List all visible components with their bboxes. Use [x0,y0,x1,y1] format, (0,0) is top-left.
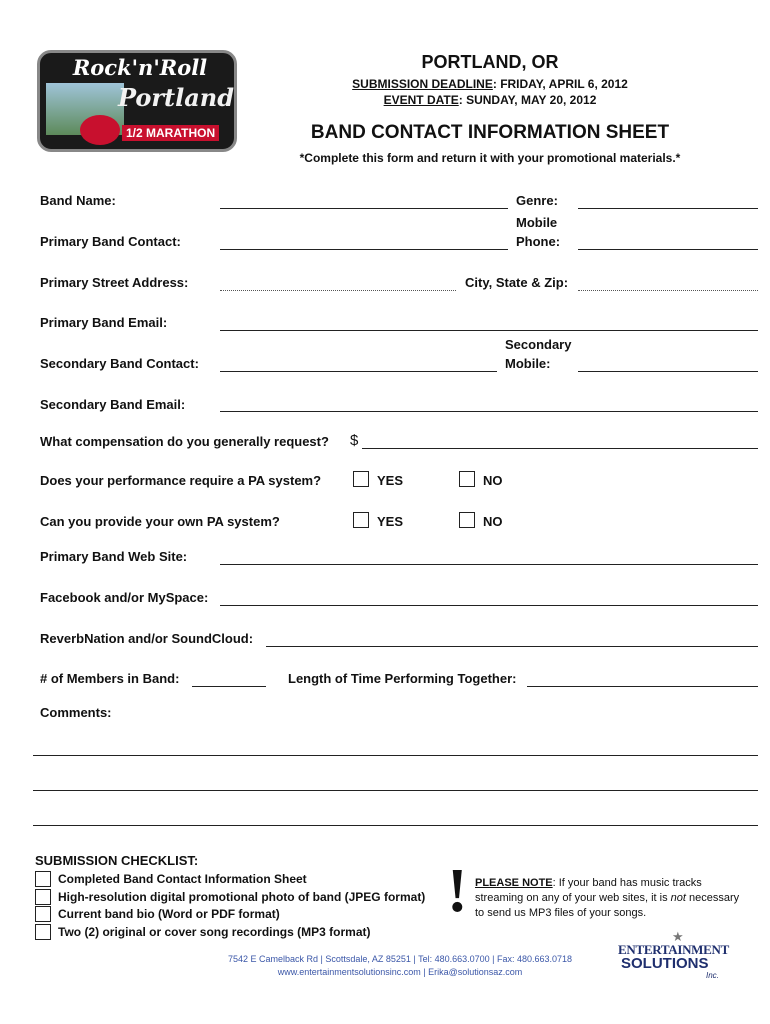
compensation-field[interactable] [362,448,758,449]
deadline-value: : FRIDAY, APRIL 6, 2012 [492,77,628,91]
checklist-title: SUBMISSION CHECKLIST: [35,853,199,868]
pa-own-no-checkbox[interactable] [459,512,475,528]
primary-email-field[interactable] [220,330,758,331]
logo-solutions-text: SOLUTIONS [621,955,709,972]
please-note [475,876,745,921]
pa-own-label: Can you provide your own PA system? [40,514,280,529]
band-name-field[interactable] [220,208,508,209]
checklist-item: Two (2) original or cover song recordings (MP3 format) [58,925,371,939]
city-state-zip-label: City, State & Zip: [465,275,569,290]
deadline-label: SUBMISSION DEADLINE [352,77,493,91]
footer-contact: www.entertainmentsolutionsinc.com | Erika@solutionsaz.com [277,967,523,977]
facebook-label: Facebook and/or MySpace: [40,590,209,605]
length-field[interactable] [527,686,758,687]
website-field[interactable] [220,564,758,565]
checklist-item: Completed Band Contact Information Sheet [58,872,307,886]
entertainment-solutions-logo [618,929,729,983]
members-field[interactable] [192,686,266,687]
event-value: : SUNDAY, MAY 20, 2012 [458,93,597,107]
members-label: # of Members in Band: [40,671,180,686]
band-name-label: Band Name: [40,193,116,208]
event-label: EVENT DATE [383,93,459,107]
secondary-mobile-field[interactable] [578,371,758,372]
please-note-text-2: necessary to send us MP3 files of your songs. [475,892,740,919]
footer-address: 7542 E Camelback Rd | Scottsdale, AZ 85251 | Tel: 480.663.0700 | Fax: 480.663.0718 [227,954,573,964]
exclamation-icon: ! [447,857,468,925]
star-icon: ★ [672,929,684,944]
secondary-contact-label: Secondary Band Contact: [40,356,199,371]
logo-portland-text: Portland [118,83,235,112]
event-date [300,93,680,107]
comments-line-1[interactable] [33,755,758,756]
primary-email-label: Primary Band Email: [40,315,168,330]
please-note-text-1: : If your band has music tracks streaming on any of your web sites, it is [475,877,702,904]
checklist-checkbox[interactable] [35,889,51,905]
checklist-item: High-resolution digital promotional photo of band (JPEG format) [58,890,426,904]
please-note-label: PLEASE NOTE [475,877,553,889]
mobile-phone-label-1: Mobile [516,215,558,230]
pa-require-no-label: NO [483,473,503,488]
pa-own-yes-checkbox[interactable] [353,512,369,528]
mobile-phone-label-2: Phone: [516,234,561,249]
checklist-item: Current band bio (Word or PDF format) [58,907,280,921]
dollar-sign: $ [350,432,359,449]
form-title: BAND CONTACT INFORMATION SHEET [310,122,670,143]
pa-own-yes-label: YES [377,514,404,529]
secondary-mobile-label-2: Mobile: [505,356,551,371]
submission-deadline [300,77,680,91]
checklist-checkbox[interactable] [35,871,51,887]
logo-marathon-text: 1/2 MARATHON [122,125,219,141]
comments-line-2[interactable] [33,790,758,791]
logo-inc-text: Inc. [706,971,719,980]
mobile-phone-field[interactable] [578,249,758,250]
comments-line-3[interactable] [33,825,758,826]
rocknroll-logo [37,50,237,152]
facebook-field[interactable] [220,605,758,606]
secondary-email-label: Secondary Band Email: [40,397,186,412]
compensation-label: What compensation do you generally request? [40,434,329,449]
please-note-emphasis: not [670,892,686,904]
website-label: Primary Band Web Site: [40,549,188,564]
city-state-zip-field[interactable] [578,290,758,291]
comments-label: Comments: [40,705,112,720]
pa-require-yes-label: YES [377,473,404,488]
pa-require-yes-checkbox[interactable] [353,471,369,487]
length-label: Length of Time Performing Together: [288,671,517,686]
genre-field[interactable] [578,208,758,209]
reverbnation-field[interactable] [266,646,758,647]
secondary-contact-field[interactable] [220,371,497,372]
secondary-email-field[interactable] [220,411,758,412]
pa-require-label: Does your performance require a PA system? [40,473,322,488]
page-city: PORTLAND, OR [421,52,559,72]
reverbnation-label: ReverbNation and/or SoundCloud: [40,631,254,646]
genre-label: Genre: [516,193,558,208]
street-address-label: Primary Street Address: [40,275,189,290]
logo-rocknroll-text: Rock'n'Roll [72,55,208,80]
logo-red-sun [80,115,120,145]
checklist-checkbox[interactable] [35,906,51,922]
form-instruction: *Complete this form and return it with your promotional materials.* [299,151,681,165]
pa-require-no-checkbox[interactable] [459,471,475,487]
primary-contact-field[interactable] [220,249,508,250]
checklist-checkbox[interactable] [35,924,51,940]
pa-own-no-label: NO [483,514,503,529]
primary-contact-label: Primary Band Contact: [40,234,181,249]
secondary-mobile-label-1: Secondary [505,337,572,352]
street-address-field[interactable] [220,290,456,291]
logo-entertainment-text: ENTERTAINMENT [618,942,729,957]
